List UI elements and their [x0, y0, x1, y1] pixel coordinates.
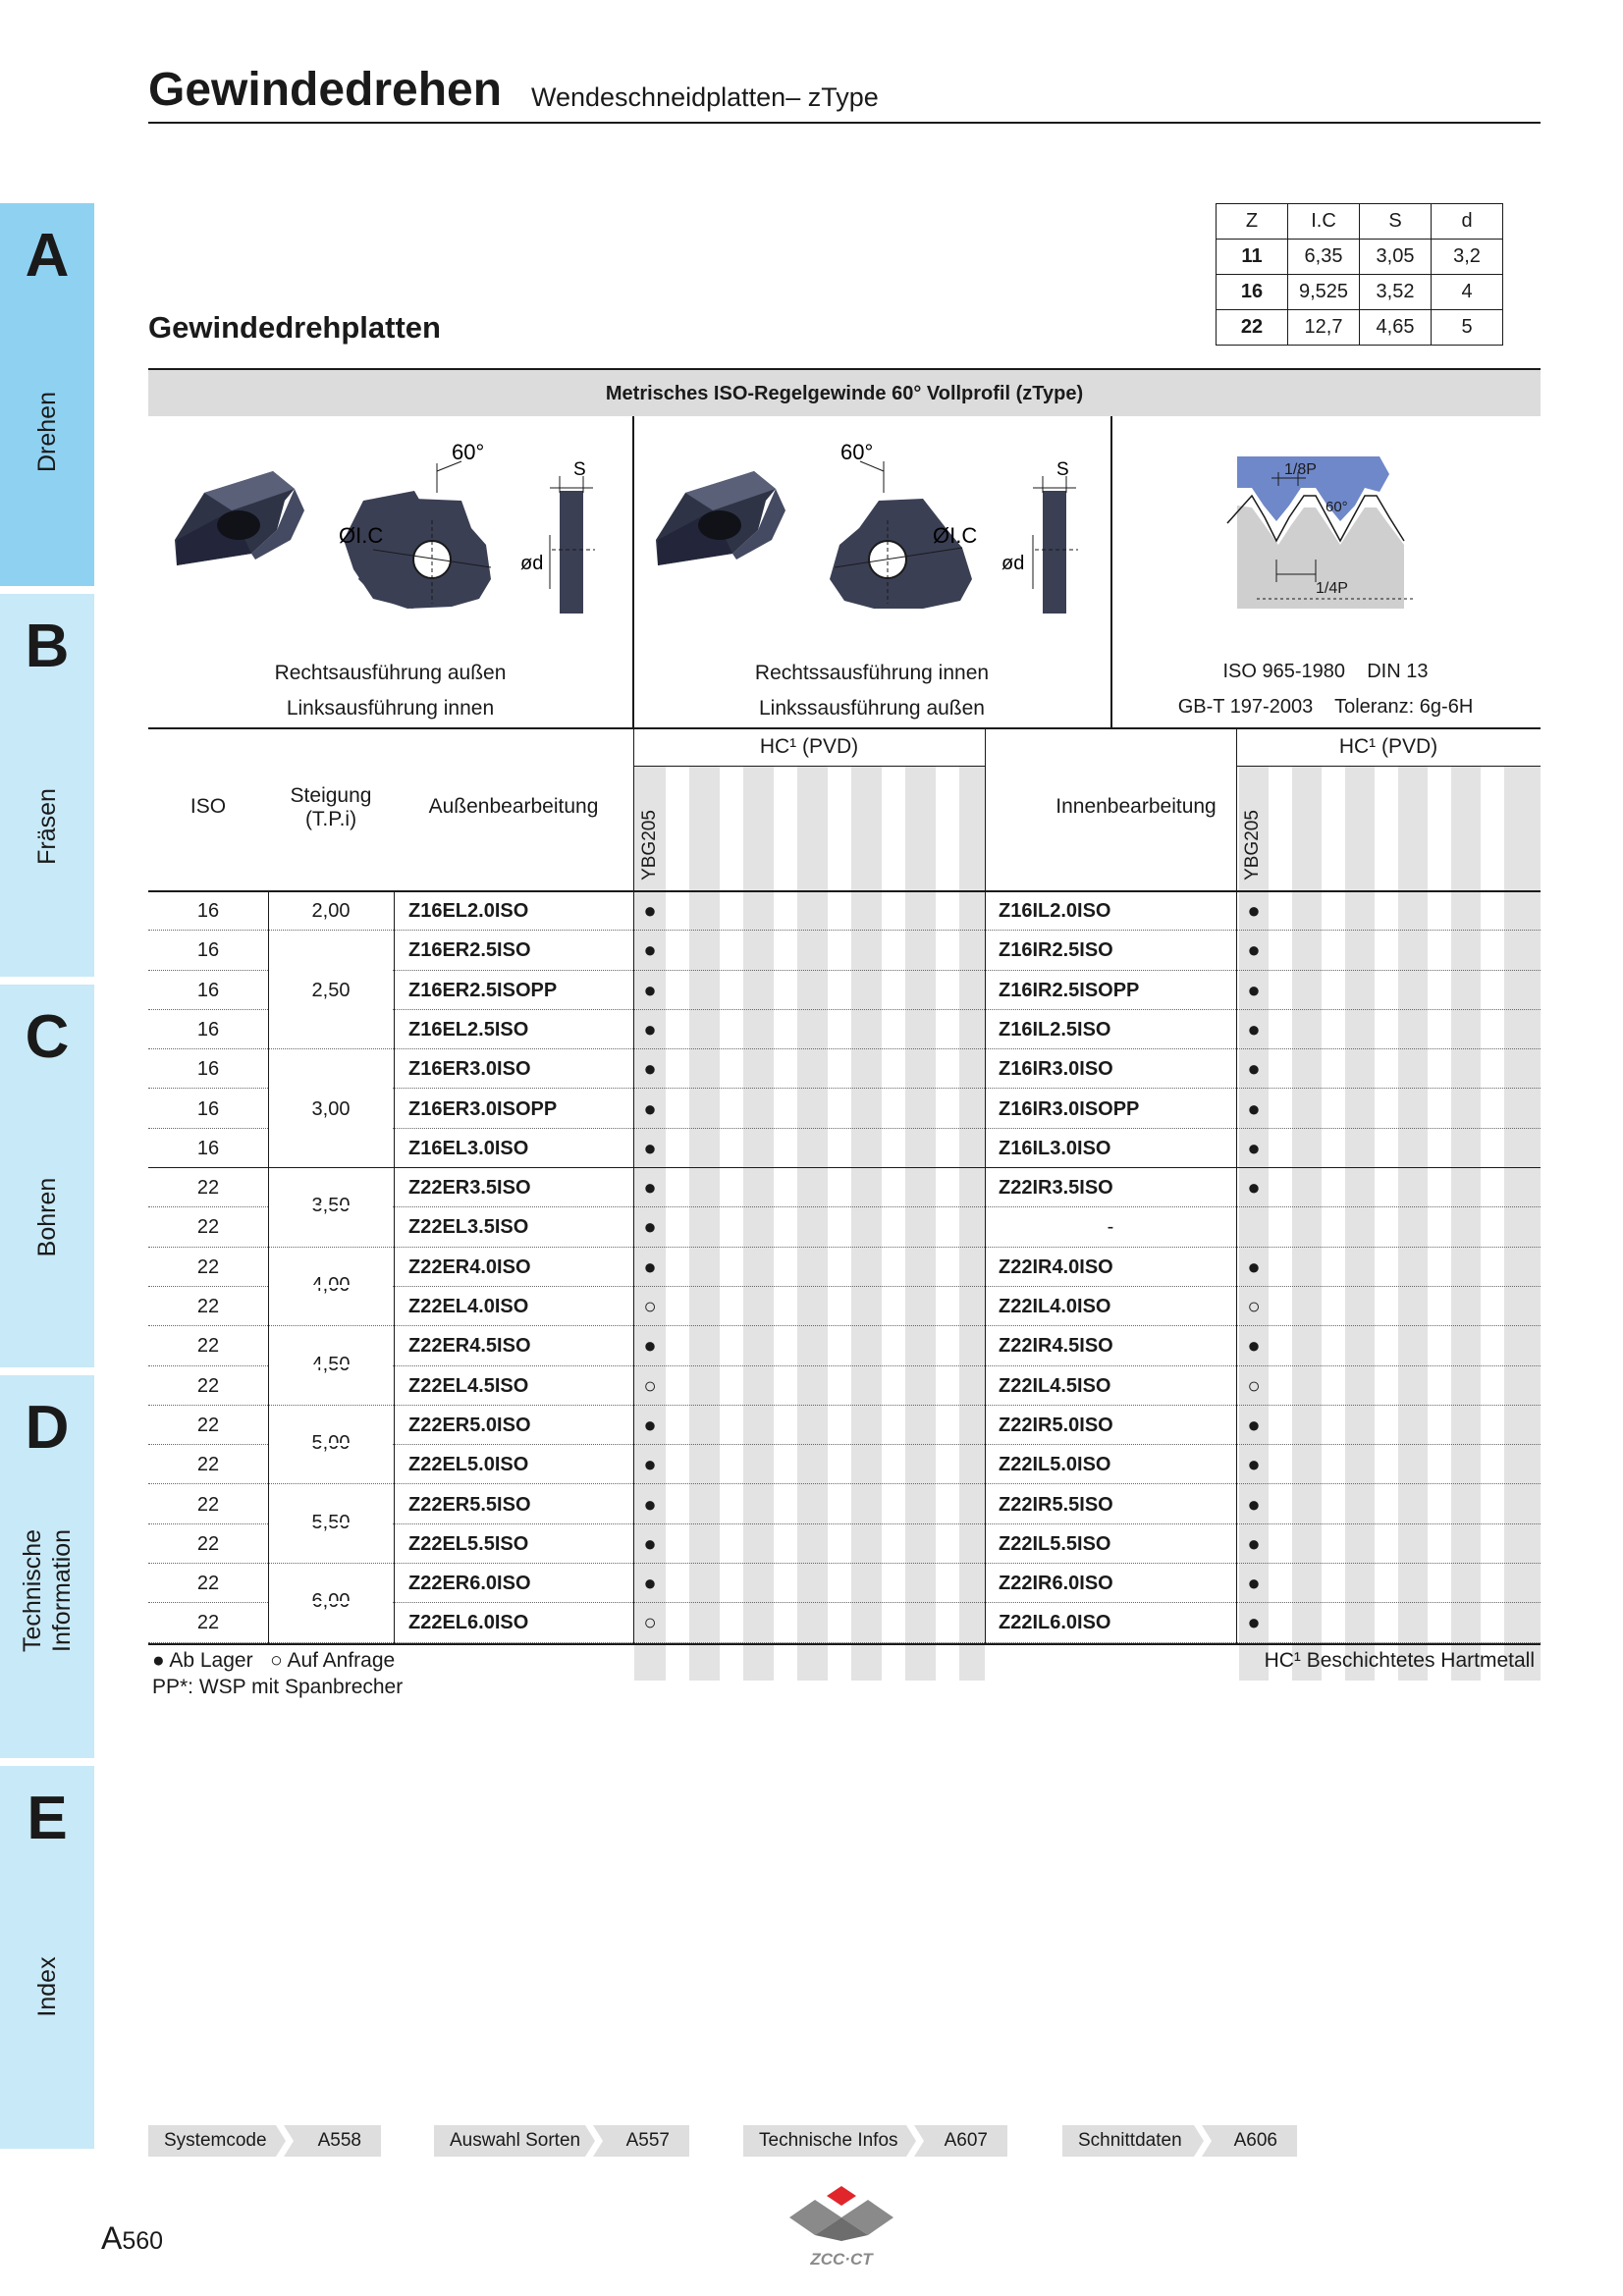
page-header	[148, 59, 1541, 124]
int-code-cell: Z22IL5.0ISO	[999, 1454, 1111, 1476]
ext-availability-cell: ●	[643, 1530, 657, 1556]
header-steigung-line: Steigung	[290, 784, 372, 807]
tab-label: Fräsen	[33, 788, 61, 865]
ext-code-cell: Z22EL5.0ISO	[408, 1454, 529, 1476]
tab-label: Bohren	[33, 1177, 61, 1257]
nav-label: Auswahl Sorten	[450, 2130, 581, 2151]
tab-label: Drehen	[33, 392, 61, 472]
legend-stock: ● Ab Lager	[152, 1649, 253, 1672]
iso-cell: 16	[196, 1018, 220, 1041]
int-availability-cell	[1239, 1207, 1269, 1247]
iso-cell: 22	[196, 1374, 220, 1397]
angle-label: 60°	[840, 440, 874, 464]
ext-code-cell: Z16ER2.5ISO	[408, 939, 531, 962]
table-row	[148, 1129, 1541, 1168]
spec-cell: 3,52	[1360, 275, 1432, 310]
iso-cell: 22	[196, 1335, 220, 1358]
ext-code-cell: Z16ER3.0ISO	[408, 1058, 531, 1081]
caption-line: Linksausführung innen	[286, 697, 495, 720]
tab-label: Technische Information	[19, 1528, 76, 1652]
spec-cell: 12,7	[1288, 310, 1360, 346]
ext-code-cell: Z22ER4.5ISO	[408, 1335, 531, 1358]
int-availability-cell: ○	[1247, 1294, 1261, 1318]
d-label: ød	[1001, 553, 1025, 574]
caption-col3	[1110, 654, 1541, 724]
angle2-label: 60°	[1325, 499, 1348, 515]
ext-code-cell: Z22ER6.0ISO	[408, 1573, 531, 1595]
int-availability-cell: ●	[1247, 1056, 1261, 1082]
iso-cell: 16	[196, 939, 220, 962]
tab-c-bohren[interactable]	[0, 985, 94, 1367]
header-tpi-line: (T.P.i)	[304, 808, 357, 830]
spec-header: I.C	[1288, 204, 1360, 240]
tab-letter: D	[25, 1394, 70, 1462]
ext-code-cell: Z22EL4.0ISO	[408, 1296, 529, 1317]
tab-b-fraesen[interactable]	[0, 594, 94, 977]
insert-side-view-icon	[550, 476, 595, 614]
caption-line: Linkssausführung außen	[759, 697, 985, 720]
table-row	[148, 1049, 1541, 1089]
ext-availability-cell: ●	[643, 937, 657, 963]
nav-technische-infos[interactable]	[743, 2125, 1007, 2157]
header-iso: ISO	[189, 795, 227, 818]
int-code-cell: Z22IR4.0ISO	[999, 1255, 1113, 1278]
int-code-cell: Z22IR5.5ISO	[999, 1493, 1113, 1516]
iso-cell: 22	[196, 1255, 220, 1278]
legend-hc: HC¹ Beschichtetes Hartmetall	[1264, 1649, 1535, 1672]
tab-e-index[interactable]	[0, 1766, 94, 2149]
page-letter: A	[101, 2220, 123, 2256]
nav-page: A606	[1233, 2130, 1277, 2151]
insert-right-external-drawing	[157, 432, 619, 628]
tab-letter: C	[25, 1003, 70, 1071]
ext-code-cell: Z22ER5.5ISO	[408, 1493, 531, 1516]
header-hc-left: HC¹ (PVD)	[759, 735, 859, 758]
chevron-right-icon	[904, 2125, 924, 2157]
nav-auswahl-sorten[interactable]	[434, 2125, 689, 2157]
iso-cell: 16	[196, 979, 220, 1001]
thread-profile-drawing	[1217, 447, 1424, 614]
header-grade-right: YBG205	[1242, 810, 1263, 881]
caption-line: GB-T 197-2003 Toleranz: 6g-6H	[1177, 696, 1474, 718]
tab-letter: B	[25, 613, 70, 680]
iso-cell: 22	[196, 1177, 220, 1200]
spec-cell: 3,2	[1432, 240, 1503, 275]
ext-code-cell: Z16EL2.5ISO	[408, 1018, 529, 1041]
page-subtitle: Wendeschneidplatten– zType	[531, 82, 879, 112]
steigung-cell: 3,00	[311, 1097, 351, 1120]
ext-code-cell: Z16ER3.0ISOPP	[408, 1097, 558, 1120]
header-steigung	[268, 784, 394, 831]
insert-3d-icon	[656, 471, 785, 565]
steigung-cell	[268, 1049, 394, 1089]
int-code-cell: Z16IL2.0ISO	[999, 900, 1111, 922]
angle-label: 60°	[452, 440, 485, 464]
iso-cell: 22	[196, 1414, 220, 1436]
spec-table	[1216, 203, 1503, 346]
iso-cell: 16	[196, 1137, 220, 1159]
iso-cell: 16	[196, 900, 220, 922]
d-label: ød	[520, 553, 544, 574]
ext-availability-cell: ●	[643, 1016, 657, 1041]
table-row	[148, 1090, 1541, 1129]
steigung-cell	[268, 931, 394, 970]
ext-availability-cell: ●	[643, 1056, 657, 1082]
int-availability-cell: ●	[1247, 1095, 1261, 1121]
int-code-cell: -	[1107, 1216, 1114, 1239]
int-code-cell: Z22IR3.5ISO	[999, 1177, 1113, 1200]
spec-cell: 16	[1217, 275, 1288, 310]
nav-label: Schnittdaten	[1078, 2130, 1182, 2151]
section-title: Gewindedrehplatten	[148, 310, 441, 345]
int-availability-cell: ●	[1247, 1135, 1261, 1160]
tab-letter: E	[27, 1785, 68, 1852]
page-num: 560	[122, 2227, 164, 2255]
spec-cell: 4	[1432, 275, 1503, 310]
ext-availability-cell: ●	[643, 1452, 657, 1477]
ext-availability-cell: ●	[643, 1135, 657, 1160]
int-code-cell: Z22IL4.0ISO	[999, 1296, 1111, 1317]
int-availability-cell: ○	[1247, 1372, 1261, 1398]
spec-cell: 9,525	[1288, 275, 1360, 310]
steigung-cell	[268, 1129, 394, 1168]
ext-code-cell: Z16EL2.0ISO	[408, 900, 529, 922]
int-code-cell: Z16IR3.0ISOPP	[999, 1097, 1140, 1120]
ext-code-cell: Z22EL6.0ISO	[408, 1612, 529, 1634]
page-number	[101, 2220, 163, 2257]
caption-line: Rechtsausführung außen	[274, 662, 507, 684]
ext-code-cell: Z16EL3.0ISO	[408, 1137, 529, 1159]
ext-availability-cell: ●	[643, 1491, 657, 1517]
tab-label: Index	[33, 1956, 61, 2017]
chevron-right-icon	[583, 2125, 603, 2157]
spec-cell: 6,35	[1288, 240, 1360, 275]
ext-availability-cell: ○	[643, 1372, 657, 1398]
int-code-cell: Z16IL3.0ISO	[999, 1137, 1111, 1159]
ext-code-cell: Z22EL3.5ISO	[408, 1216, 529, 1239]
tab-a-drehen[interactable]	[0, 203, 94, 586]
int-availability-cell: ●	[1247, 1175, 1261, 1201]
legend-request: ○ Auf Anfrage	[270, 1649, 396, 1672]
ext-availability-cell: ●	[643, 1333, 657, 1359]
metric-band-title: Metrisches ISO-Regelgewinde 60° Vollprofil (zType)	[148, 368, 1541, 416]
insert-right-internal-drawing	[638, 432, 1100, 628]
nav-systemcode[interactable]	[148, 2125, 381, 2157]
ext-availability-cell: ●	[643, 1095, 657, 1121]
int-availability-cell: ●	[1247, 1016, 1261, 1041]
nav-page: A558	[317, 2130, 361, 2151]
spec-cell: 3,05	[1360, 240, 1432, 275]
caption-col2	[633, 656, 1110, 726]
int-code-cell: Z22IL6.0ISO	[999, 1612, 1111, 1634]
zcc-ct-logo	[785, 2184, 898, 2272]
steigung-cell: 2,00	[311, 900, 351, 922]
ic-label: ØI.C	[339, 523, 384, 548]
iso-cell: 22	[196, 1493, 220, 1516]
int-code-cell: Z16IR3.0ISO	[999, 1058, 1113, 1081]
iso-cell: 22	[196, 1454, 220, 1476]
s-label: S	[1056, 459, 1069, 480]
header-aussen: Außenbearbeitung	[428, 795, 599, 818]
int-availability-cell: ●	[1247, 1254, 1261, 1279]
logo-text: ZCC·CT	[810, 2250, 873, 2269]
steigung-cell: 2,50	[311, 979, 351, 1001]
ext-code-cell: Z22EL5.5ISO	[408, 1532, 529, 1555]
legend-left	[152, 1649, 395, 1673]
ext-availability-cell: ○	[643, 1610, 657, 1635]
tab-d-technische-information[interactable]	[0, 1375, 94, 1758]
spec-header: S	[1360, 204, 1432, 240]
int-availability-cell: ●	[1247, 1491, 1261, 1517]
table-row	[148, 1010, 1541, 1049]
table-row	[148, 931, 1541, 970]
spec-cell: 5	[1432, 310, 1503, 346]
chevron-right-icon	[274, 2125, 294, 2157]
iso-cell: 22	[196, 1216, 220, 1239]
caption-line: ISO 965-1980 DIN 13	[1222, 661, 1429, 682]
int-code-cell: Z22IL5.5ISO	[999, 1532, 1111, 1555]
nav-schnittdaten[interactable]	[1062, 2125, 1297, 2157]
ext-availability-cell: ●	[643, 898, 657, 923]
legend-pp: PP*: WSP mit Spanbrecher	[152, 1676, 404, 1698]
spec-header: d	[1432, 204, 1503, 240]
spec-cell: 22	[1217, 310, 1288, 346]
int-code-cell: Z16IR2.5ISO	[999, 939, 1113, 962]
ext-availability-cell: ○	[643, 1294, 657, 1318]
nav-page: A557	[625, 2130, 670, 2151]
int-availability-cell: ●	[1247, 1333, 1261, 1359]
iso-cell: 16	[196, 1058, 220, 1081]
tab-letter: A	[25, 222, 70, 290]
ext-availability-cell: ●	[643, 1175, 657, 1201]
iso-cell: 22	[196, 1573, 220, 1595]
int-code-cell: Z16IL2.5ISO	[999, 1018, 1111, 1041]
caption-line: Rechtssausführung innen	[754, 662, 990, 684]
int-availability-cell: ●	[1247, 1412, 1261, 1437]
header-innen: Innenbearbeitung	[1055, 795, 1217, 818]
int-code-cell: Z22IL4.5ISO	[999, 1374, 1111, 1397]
iso-cell: 22	[196, 1612, 220, 1634]
ext-availability-cell: ●	[643, 977, 657, 1002]
iso-cell: 22	[196, 1296, 220, 1317]
int-code-cell: Z22IR4.5ISO	[999, 1335, 1113, 1358]
int-code-cell: Z16IR2.5ISOPP	[999, 979, 1140, 1001]
ext-code-cell: Z22EL4.5ISO	[408, 1374, 529, 1397]
page-title: Gewindedrehen	[148, 64, 503, 116]
insert-3d-icon	[175, 471, 304, 565]
p18-label: 1/8P	[1284, 461, 1317, 478]
ext-availability-cell: ●	[643, 1214, 657, 1240]
steigung-cell	[268, 1010, 394, 1049]
int-availability-cell: ●	[1247, 1452, 1261, 1477]
int-availability-cell: ●	[1247, 977, 1261, 1002]
ext-availability-cell: ●	[643, 1412, 657, 1437]
s-label: S	[573, 459, 586, 480]
caption-col1	[148, 656, 632, 726]
insert-side-view-icon	[1033, 476, 1078, 614]
ext-code-cell: Z22ER5.0ISO	[408, 1414, 531, 1436]
ic-label: ØI.C	[933, 523, 978, 548]
table-row	[148, 971, 1541, 1010]
iso-cell: 22	[196, 1532, 220, 1555]
nav-label: Systemcode	[164, 2130, 267, 2151]
iso-cell: 16	[196, 1097, 220, 1120]
ext-availability-cell: ●	[643, 1571, 657, 1596]
divider	[148, 727, 1110, 729]
chevron-right-icon	[1192, 2125, 1212, 2157]
int-availability-cell: ●	[1247, 898, 1261, 923]
p14-label: 1/4P	[1316, 580, 1348, 597]
nav-label: Technische Infos	[759, 2130, 898, 2151]
ext-code-cell: Z16ER2.5ISOPP	[408, 979, 558, 1001]
int-code-cell: Z22IR6.0ISO	[999, 1573, 1113, 1595]
int-availability-cell: ●	[1247, 1571, 1261, 1596]
spec-cell: 11	[1217, 240, 1288, 275]
ext-code-cell: Z22ER3.5ISO	[408, 1177, 531, 1200]
nav-page: A607	[944, 2130, 988, 2151]
spec-header: Z	[1217, 204, 1288, 240]
int-availability-cell: ●	[1247, 937, 1261, 963]
header-grade-left: YBG205	[639, 810, 660, 881]
table-row	[148, 891, 1541, 931]
int-availability-cell: ●	[1247, 1530, 1261, 1556]
int-code-cell: Z22IR5.0ISO	[999, 1414, 1113, 1436]
divider	[1110, 727, 1541, 729]
ext-code-cell: Z22ER4.0ISO	[408, 1255, 531, 1278]
int-availability-cell: ●	[1247, 1610, 1261, 1635]
spec-cell: 4,65	[1360, 310, 1432, 346]
ext-availability-cell: ●	[643, 1254, 657, 1279]
header-hc-right: HC¹ (PVD)	[1338, 735, 1438, 758]
